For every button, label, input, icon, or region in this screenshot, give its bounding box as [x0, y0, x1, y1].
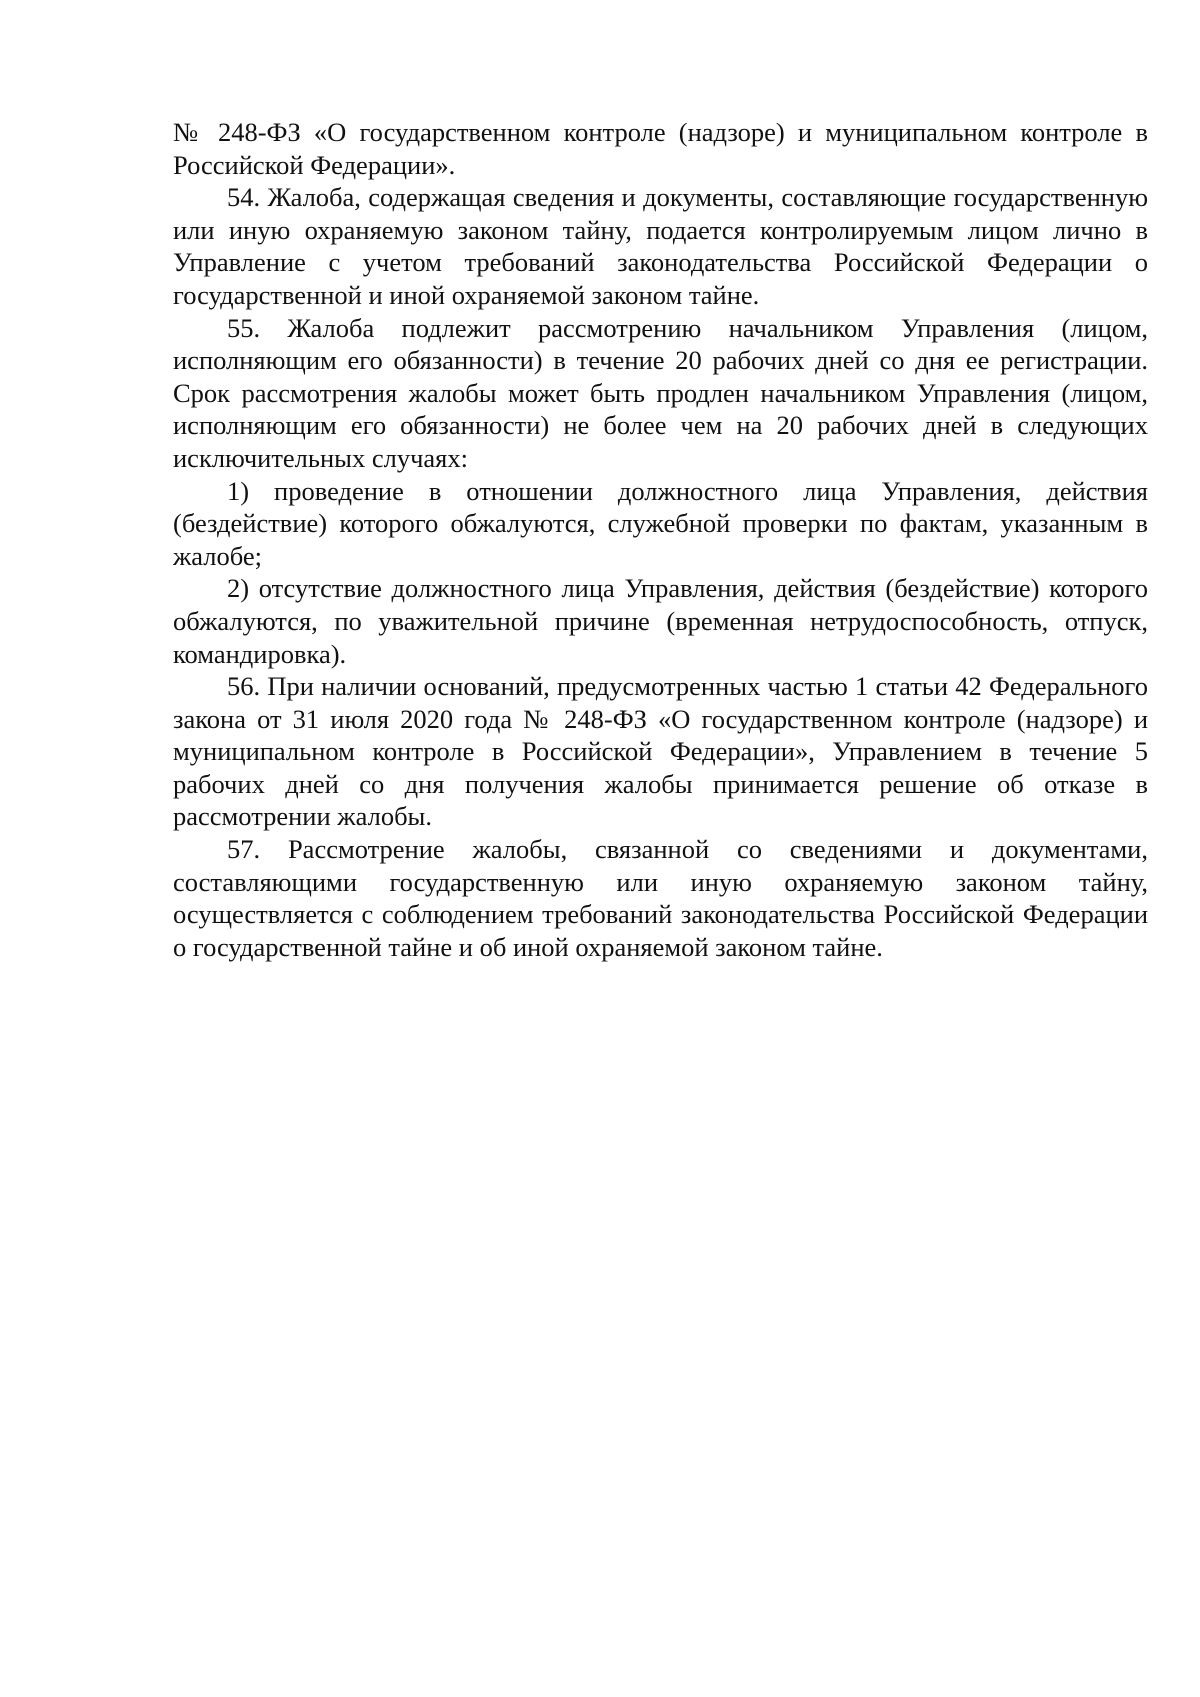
paragraph-item-56: 56. При наличии оснований, предусмотренных частью 1 статьи 42 Федерального закона от 31 июля 2020 года № 248-ФЗ «О государственном контроле (надзоре) и муниципальном контроле в Российской Федерации», Управлением в течение 5 рабочих дней со дня получения жалобы принимается решение об отказе в рассмотрении жалобы. [173, 671, 1148, 832]
paragraph-item-55-1: 1) проведение в отношении должностного лица Управления, действия (бездействие) которого обжалуются, служебной проверки по фактам, указанным в жалобе; [173, 475, 1148, 571]
paragraph-item-55-2: 2) отсутствие должностного лица Управления, действия (бездействие) которого обжалуются, по уважительной причине (временная нетрудоспособность, отпуск, командировка). [173, 573, 1148, 669]
document-body [173, 116, 1148, 963]
paragraph-item-54: 54. Жалоба, содержащая сведения и документы, составляющие государственную или иную охраняемую законом тайну, подается контролируемым лицом лично в Управление с учетом требований законодательства Российской Федерации о государственной и иной охраняемой законом тайне. [173, 182, 1148, 310]
paragraph-item-55: 55. Жалоба подлежит рассмотрению начальником Управления (лицом, исполняющим его обязанности) в течение 20 рабочих дней со дня ее регистрации. Срок рассмотрения жалобы может быть продлен начальником Управления (лицом, исполняющим его обязанности) не более чем на 20 рабочих дней в следующих исключительных случаях: [173, 312, 1148, 473]
paragraph-item-57: 57. Рассмотрение жалобы, связанной со сведениями и документами, составляющими государственную или иную охраняемую законом тайну, осуществляется с соблюдением требований законодательства Российской Федерации о государственной тайне и об иной охраняемой законом тайне. [173, 834, 1148, 962]
paragraph-continuation: № 248-ФЗ «О государственном контроле (надзоре) и муниципальном контроле в Российской Федерации». [173, 117, 1148, 180]
